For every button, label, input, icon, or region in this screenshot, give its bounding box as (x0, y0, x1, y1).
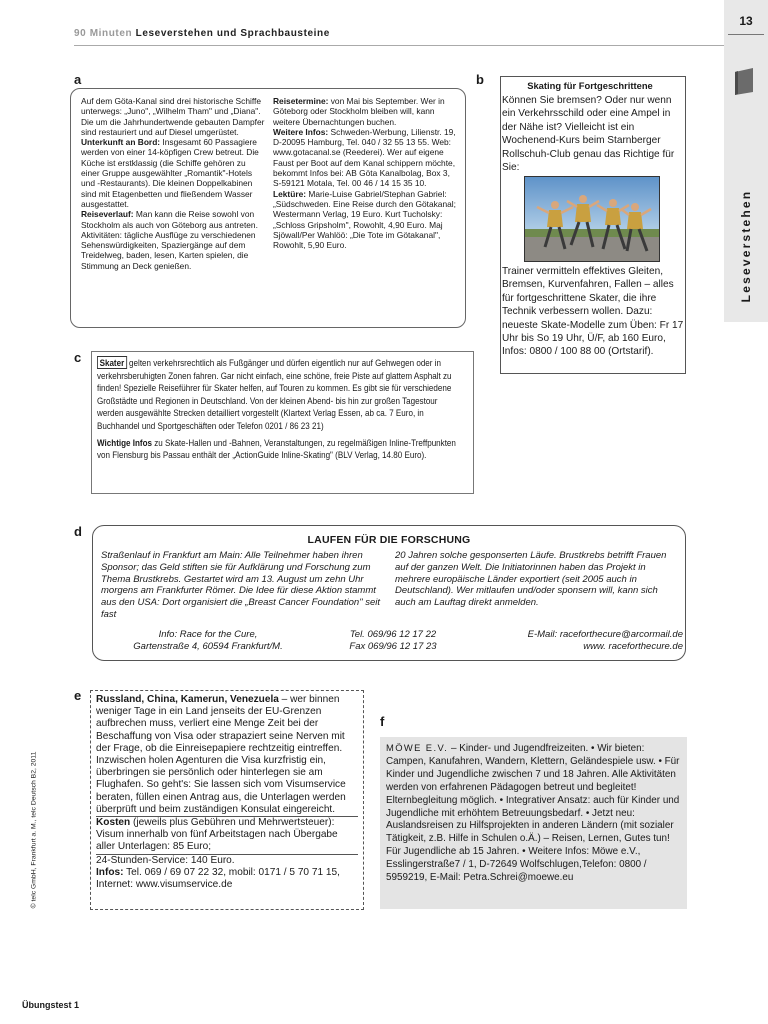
page-number-rule (728, 34, 764, 35)
box-b-details: Trainer vermitteln effektives Gleiten, Bremsen, Kurvenfahren, Fallen – alles für fortgeschrittene Skater, die ihre Technik verbessern wollen. Dazu: neueste Skate-Modelle zum Üben: Fr 17 Uhr bis So 19 Uhr, Ü/F, ab 160 Euro, Infos: 0800 / 100 88 00 (Ortstarif). (502, 266, 684, 358)
skaters-photo (524, 176, 660, 262)
box-f-text: – Kinder- und Jugendfreizeiten. • Wir bieten: Campen, Kanufahren, Wandern, Klettern, Geländespiele usw. • Für Kinder und Jugendliche zwischen 7 und 18 Jahren. Alle Aktivitäten werden von erfahrenen Pädagogen betreut und begleitet! Elternbegleitung möglich. • Integrativer Ansatz: auch für Kinder und Jugendliche mit erhöhtem Betreuungsbedarf. • Jetzt neu: Auslandsreisen zu Hilfsprojekten in anderen Ländern (mit sozialer Tätigkeit, z.B. Hilfe in Schulen o.Ä.) – Reisen, Lernen, Gutes tun! Für Jugendliche ab 15 Jahren. • Weitere Infos: Möwe e.V., Esslingerstraße7 / 1, D-72649 Wolfschlugen,Telefon: 0800 / 5959219, E-Mail: Petra.Schrei@moewe.eu (386, 743, 680, 884)
label-e: e (74, 688, 82, 703)
book-icon (733, 66, 755, 96)
box-a-reading: Lektüre: Marie-Luise Gabriel/Stephan Gabriel: „Südschweden. Eine Reise durch den Götakanal; Westermann Verlag, 19 Euro. Kurt Tucholsky: „Schloss Gripsholm", Rowohlt, 4,90 Euro. Maj Sjöwall/Per Wahlöö: „Die Tote im Götakanal", Rowohlt, 5,90 Euro. (273, 188, 456, 251)
copyright-notice: © telc GmbH, Frankfurt a. M., telc Deutsch B2, 2011 (30, 751, 38, 909)
box-a-left-column (81, 96, 265, 323)
box-d-phone: Tel. 069/96 12 17 22 Fax 069/96 12 17 23 (349, 629, 437, 652)
box-e-intro: Russland, China, Kamerun, Venezuela – wer binnen weniger Tage in ein Land jenseits der EU-Grenzen aufbrechen muss, verliert eine Menge Zeit bei der Beschaffung von Visa oder strapaziert seine Nerven mit der Frage, ob die Einreisepapiere rechtzeitig eintreffen. Inzwischen holen Agenturen die Visa kurzfristig ein, überbringen sie persönlich oder hinterlegen sie am Flughafen. So geht's: Sie lassen sich vom Visumservice beraten, füllen einen Antrag aus, die Unterlagen werden überprüft und beim zuständigen Konsulat eingereicht. (96, 694, 346, 815)
side-section-label: Leseverstehen (739, 189, 753, 303)
label-b: b (476, 72, 484, 87)
box-b-title: Skating für Fortgeschrittene (527, 80, 653, 91)
footer-label: Übungstest 1 (22, 1000, 80, 1010)
header-rule (74, 45, 724, 46)
box-d-right-text: 20 Jahren solche gesponserten Läufe. Brustkrebs betrifft Frauen auf der ganzen Welt. Die Initiatorinnen haben das Projekt in mehrere europäische Länder exportiert (seit 2005 auch in Deutschland). Wer mitlaufen und/oder sponsern will, kann sich auch am Lauftag direkt anmelden. (395, 550, 667, 609)
label-a: a (74, 72, 82, 87)
page-header (74, 28, 330, 39)
box-e-internet: Internet: www.visumservice.de (96, 879, 233, 891)
box-d-info-address: Info: Race for the Cure, Gartenstraße 4, 60594 Frankfurt/M. (133, 629, 283, 652)
box-d-contact-online: E-Mail: raceforthecure@arcormail.de www. raceforthecure.de (527, 629, 683, 652)
box-a-intro: Auf dem Göta-Kanal sind drei historische Schiffe unterwegs: „Juno", „Wilhelm Tham" und „Diana". Die um die Jahrhundertwende gebauten Dampfer sind restauriert und auf Diesel umgerüstet. (81, 96, 265, 137)
header-title: Leseverstehen und Sprachbausteine (135, 28, 330, 39)
label-c: c (74, 350, 82, 365)
text-box-f (380, 737, 687, 909)
box-f-org-name: MÖWE E.V. (386, 742, 449, 753)
header-prefix: 90 Minuten (74, 28, 133, 39)
box-b-intro: Können Sie bremsen? Oder nur wenn ein Verkehrsschild oder eine Ampel in der Nähe ist? Vielleicht ist ein Wochenend-Kurs beim Starnberger Rollschuh-Club genau das Richtige für Sie: (502, 95, 675, 174)
box-a-itinerary: Reiseverlauf: Man kann die Reise sowohl von Stockholm als auch von Göteborg aus antreten. Aktivitäten: tägliche Ausflüge zu verschiedenen Sehenswürdigkeiten, Spaziergänge auf dem Treidelweg, baden, lesen, Karten spielen, die Stimmung an Deck genießen. (81, 209, 258, 271)
box-d-left-text: Straßenlauf in Frankfurt am Main: Alle Teilnehmer haben ihren Sponsor; das Geld stiften sie für Aufklärung und Forschung zum Thema Brustkrebs. Gestartet wird am 13. August um zehn Uhr morgens am Frankfurter Römer. Die Idee für diese Aktion stammt aus den USA: Dort organisiert die „Breast Cancer Foundation" seit fast (101, 550, 381, 620)
box-c-infos-paragraph: Wichtige Infos zu Skate-Hallen und -Bahnen, Veranstaltungen, zu regelmäßigen Inline-Treffpunkten von Flensburg bis Passau enthält der „ActionGuide Inline-Skating" (BLV Verlag, 14.80 Euro). (97, 436, 456, 461)
box-a-right-column (273, 96, 457, 323)
label-f: f (380, 714, 385, 729)
box-e-costs: Kosten (jeweils plus Gebühren und Mehrwertsteuer): Visum innerhalb von fünf Arbeitstagen nach Übergabe aller Unterlagen: 85 Euro; (96, 816, 358, 854)
box-c-skater-paragraph: Skater gelten verkehrsrechtlich als Fußgänger und dürfen eigentlich nur auf Gehwegen oder in verkehrsberuhigten Zonen fahren. Gar nicht einfach, eine schöne, freie Piste auf glattem Asphalt zu finden! Spezielle Reiseführer für Skater helfen, auf Touren zu kommen. Es gibt sie für verschiedene Großstädte und Regionen in Deutschland. Von der kleinen Abend- bis hin zur großen Tagestour werden ausgewählte Strecken detailliert vorgestellt (Klartext Verlag Essen, ab ca. 7 Euro, in Buchhandel und Sportgeschäften oder Telefon 0201 / 86 23 21) (97, 357, 452, 431)
box-e-express-service: 24-Stunden-Service: 140 Euro. (96, 854, 358, 867)
box-a-accommodation: Unterkunft an Bord: Insgesamt 60 Passagiere werden von einer 14-köpfigen Crew betreut. Die Küche ist erstklassig (die Schiffe gehören zu einer Gruppe ausgewählter „Romantik"-Hotels und -Restaurants). Die kleinen Doppelkabinen sind mit Etagenbetten und fließendem Wasser ausgestattet. (81, 137, 259, 209)
text-box-e (90, 690, 364, 910)
box-e-infos: Infos: Tel. 069 / 69 07 22 32, mobil: 0171 / 5 70 71 15, (96, 866, 340, 878)
box-a-more-info: Weitere Infos: Schweden-Werbung, Lilienstr. 19, D-20095 Hamburg, Tel. 040 / 32 55 13 55. Web: www.gotacanal.se (Reederei). Wer auf eigene Faust per Boot auf dem Kanal schippern möchte, bekommt Infos bei: AB Göta Kanalbolag, Box 3, S-59121 Motala, Tel. 00 46 / 14 15 35 10. (273, 126, 456, 189)
text-box-d (92, 525, 686, 661)
label-d: d (74, 524, 82, 539)
box-a-dates: Reisetermine: von Mai bis September. Wer in Göteborg oder Stockholm bleiben will, kann weitere Übernachtungen buchen. (273, 96, 445, 127)
page-number: 13 (739, 14, 753, 28)
box-d-title: LAUFEN FÜR DIE FORSCHUNG (307, 534, 471, 546)
text-box-c (91, 351, 474, 494)
text-box-a (70, 88, 466, 328)
